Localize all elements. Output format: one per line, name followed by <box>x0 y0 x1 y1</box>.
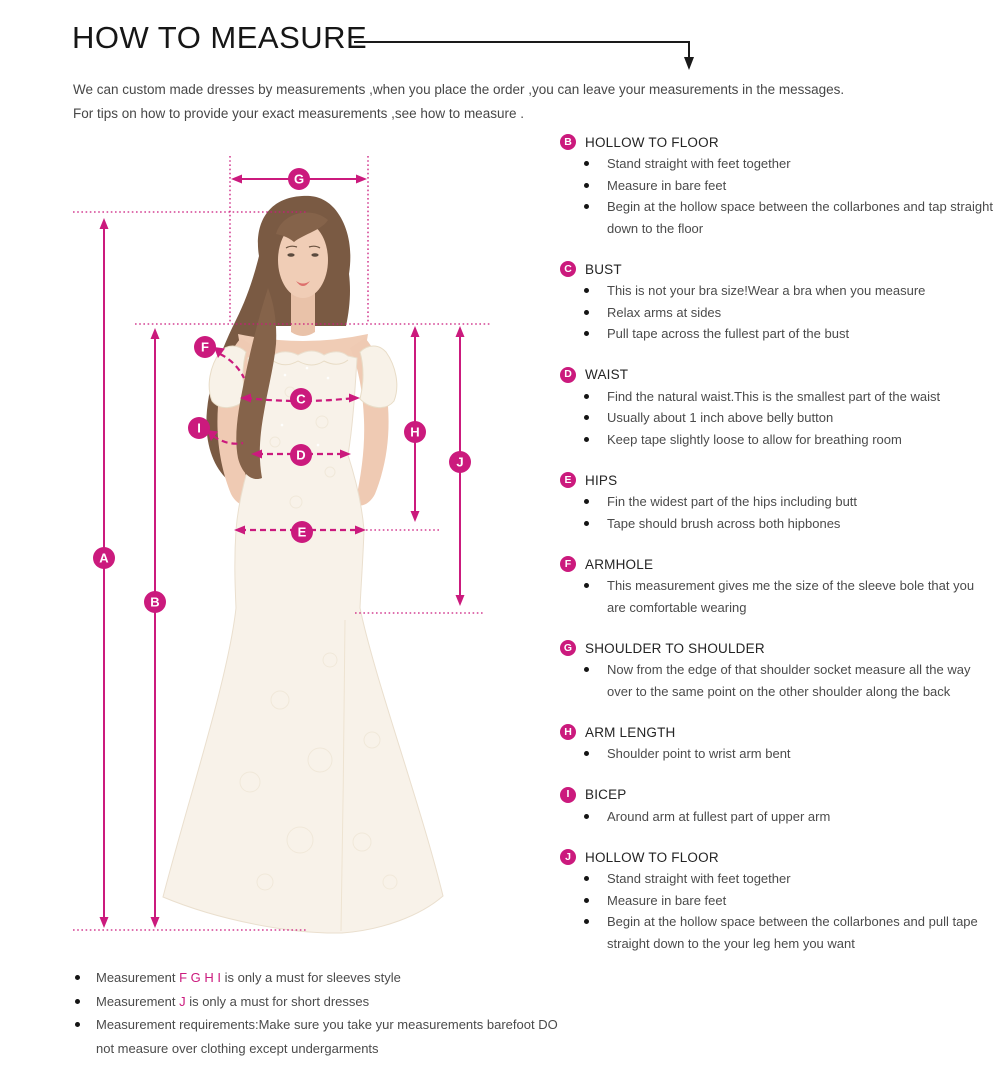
badge-letter-i: I <box>197 420 201 436</box>
badge-letter-j: J <box>456 454 464 470</box>
section-header <box>560 261 996 277</box>
intro-line-1: We can custom made dresses by measurements ,when you place the order ,you can leave your measurements in the messages. <box>73 82 845 97</box>
section-title: HOLLOW TO FLOOR <box>585 849 719 865</box>
badge-letter-f: F <box>201 339 209 355</box>
bullet-list <box>560 868 996 954</box>
bullet-item: Around arm at fullest part of upper arm <box>582 806 996 828</box>
arrow-a-bottom <box>100 917 109 928</box>
left-sleeve <box>209 346 246 408</box>
arrow-g-right <box>356 175 367 184</box>
section-badge-i: I <box>560 787 576 803</box>
section-header <box>560 787 996 803</box>
bullet-item: Shoulder point to wrist arm bent <box>582 743 996 765</box>
section-title: ARMHOLE <box>585 556 654 572</box>
bullet-item: Relax arms at sides <box>582 302 996 324</box>
title-pointer-arrow <box>350 30 702 74</box>
title-arrow-head <box>684 57 694 70</box>
arrow-b-bottom <box>151 917 160 928</box>
bullet-list <box>560 491 996 534</box>
note-text: Measurement requirements:Make sure you take yur measurements barefoot DO not measure over clothing except undergarments <box>96 1017 558 1056</box>
section-header <box>560 724 996 740</box>
section-badge-h: H <box>560 724 576 740</box>
note-accent-letters: F G H I <box>179 970 221 985</box>
arrow-h-bottom <box>411 511 420 522</box>
diagram-badge-i <box>188 417 210 439</box>
badge-letter-c: C <box>296 391 306 407</box>
note-accent-letters: J <box>179 993 186 1009</box>
right-sleeve <box>360 346 397 408</box>
arrow-b-top <box>151 328 160 339</box>
bullet-list <box>560 743 996 765</box>
bullet-item: Now from the edge of that shoulder socket measure all the way over to the same point on the other shoulder along the back <box>582 659 996 702</box>
page-title: HOW TO MEASURE <box>72 20 368 55</box>
bullet-item: Measure in bare feet <box>582 175 996 197</box>
bullet-item: Begin at the hollow space between the collarbones and pull tape straight down to the your leg hem you want <box>582 911 996 954</box>
arrow-a-top <box>100 218 109 229</box>
section-shoulder-to-shoulder <box>560 640 996 702</box>
bullet-list <box>560 386 996 451</box>
diagram-badge-g <box>288 168 310 190</box>
section-header <box>560 849 996 865</box>
section-bust <box>560 261 996 345</box>
section-title: BICEP <box>585 787 627 802</box>
section-armhole <box>560 556 996 618</box>
bullet-list <box>560 280 996 345</box>
section-badge-f: F <box>560 556 576 572</box>
title-arrow-line <box>354 42 689 58</box>
bullet-item: Usually about 1 inch above belly button <box>582 407 996 429</box>
section-header <box>560 472 996 488</box>
bullet-item: Find the natural waist.This is the smallest part of the waist <box>582 386 996 408</box>
bullet-list <box>560 575 996 618</box>
bullet-list <box>560 659 996 702</box>
section-hips <box>560 472 996 534</box>
badge-letter-g: G <box>293 171 305 187</box>
bullet-item: Tape should brush across both hipbones <box>582 513 996 535</box>
bullet-list <box>560 806 996 828</box>
bullet-item: Stand straight with feet together <box>582 868 996 890</box>
note-text: is only a must for short dresses <box>185 993 370 1009</box>
bullet-item: Pull tape across the fullest part of the bust <box>582 323 996 345</box>
diagram-badge-c <box>290 388 312 410</box>
note-item <box>73 1013 573 1060</box>
arrow-j-top <box>456 326 465 337</box>
section-title: BUST <box>585 261 622 277</box>
note-text: Measurement <box>96 993 180 1009</box>
note-text: is only a must for sleeves style <box>220 970 401 985</box>
arrow-h-top <box>411 326 420 337</box>
intro-line-2: For tips on how to provide your exact measurements ,see how to measure . <box>73 106 524 121</box>
badge-letter-h: H <box>410 424 420 440</box>
bullet-item: This measurement gives me the size of the sleeve bole that you are comfortable wearing <box>582 575 996 618</box>
measurement-instructions <box>560 134 996 976</box>
diagram-badge-j <box>449 451 471 473</box>
diagram-badge-b <box>144 591 166 613</box>
section-title: ARM LENGTH <box>585 724 676 740</box>
diagram-badge-d <box>290 444 312 466</box>
bullet-item: Fin the widest part of the hips including butt <box>582 491 996 513</box>
measurement-notes <box>73 966 573 1060</box>
diagram-badge-a <box>93 547 115 569</box>
bullet-item: Measure in bare feet <box>582 890 996 912</box>
bullet-list <box>560 153 996 239</box>
measurement-diagram <box>60 140 510 970</box>
dress <box>163 351 443 933</box>
diagram-badge-e <box>291 521 313 543</box>
badge-letter-e: E <box>297 524 307 540</box>
bullet-item: Begin at the hollow space between the collarbones and tap straight down to the floor <box>582 196 996 239</box>
section-header <box>560 367 996 383</box>
model-illustration <box>163 196 443 933</box>
section-badge-j: J <box>560 849 576 865</box>
section-title: SHOULDER TO SHOULDER <box>585 640 765 656</box>
left-eye <box>287 253 294 256</box>
bullet-item: This is not your bra size!Wear a bra when you measure <box>582 280 996 302</box>
section-badge-e: E <box>560 472 576 488</box>
diagram-badge-f <box>194 336 216 358</box>
section-header <box>560 134 996 150</box>
section-hollow-to-floor-j <box>560 849 996 954</box>
section-bicep <box>560 787 996 828</box>
badge-letter-b: B <box>150 594 160 610</box>
arrow-j-bottom <box>456 595 465 606</box>
section-title: HOLLOW TO FLOOR <box>585 134 719 150</box>
note-item <box>73 990 573 1014</box>
note-text: Measurement <box>96 970 180 985</box>
notes-list <box>73 966 573 1060</box>
section-waist <box>560 367 996 451</box>
diagram-badge-h <box>404 421 426 443</box>
section-header <box>560 556 996 572</box>
intro-text <box>73 78 953 126</box>
section-hollow-to-floor-b <box>560 134 996 239</box>
section-badge-d: D <box>560 367 576 383</box>
section-badge-b: B <box>560 134 576 150</box>
bullet-item: Stand straight with feet together <box>582 153 996 175</box>
note-item <box>73 966 573 990</box>
right-eye <box>311 253 318 256</box>
badge-letter-a: A <box>99 550 109 566</box>
section-title: WAIST <box>585 367 629 382</box>
section-arm-length <box>560 724 996 765</box>
badge-letter-d: D <box>296 447 306 463</box>
arrow-g-left <box>231 175 242 184</box>
bullet-item: Keep tape slightly loose to allow for breathing room <box>582 429 996 451</box>
section-badge-g: G <box>560 640 576 656</box>
section-header <box>560 640 996 656</box>
section-title: HIPS <box>585 472 618 488</box>
section-badge-c: C <box>560 261 576 277</box>
